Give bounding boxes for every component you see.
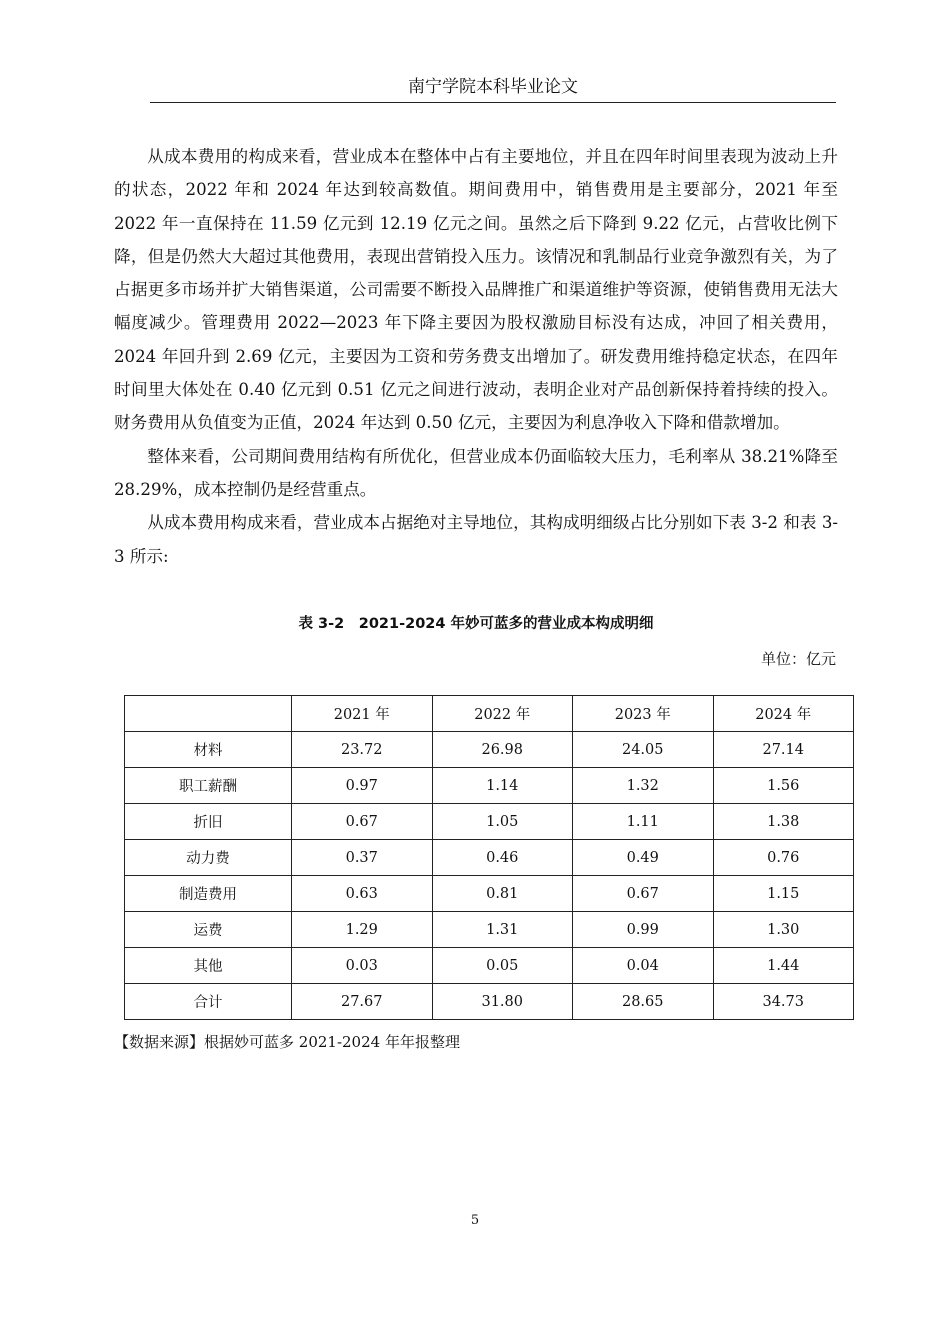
table-cell: 1.31 [432, 912, 573, 948]
table-cell: 24.05 [573, 732, 714, 768]
table-cell: 1.32 [573, 768, 714, 804]
table-cell: 1.05 [432, 804, 573, 840]
table-cell: 1.30 [713, 912, 854, 948]
row-label-cell: 职工薪酬 [125, 768, 292, 804]
table-cell: 0.05 [432, 948, 573, 984]
table-cell: 1.44 [713, 948, 854, 984]
table-cell: 1.56 [713, 768, 854, 804]
row-label-cell: 动力费 [125, 840, 292, 876]
table-cell: 0.46 [432, 840, 573, 876]
table-cell: 0.67 [292, 804, 433, 840]
table-cell: 0.76 [713, 840, 854, 876]
table-cell: 28.65 [573, 984, 714, 1020]
paragraph-2: 整体来看，公司期间费用结构有所优化，但营业成本仍面临较大压力，毛利率从 38.21%降至 28.29%，成本控制仍是经营重点。 [114, 446, 838, 499]
table-cell: 1.11 [573, 804, 714, 840]
table-header-cell: 2021 年 [292, 696, 433, 732]
table-row [125, 732, 854, 768]
table-header-cell: 2022 年 [432, 696, 573, 732]
table-cell: 26.98 [432, 732, 573, 768]
row-label-cell: 材料 [125, 732, 292, 768]
paragraph-1: 从成本费用的构成来看，营业成本在整体中占有主要地位，并且在四年时间里表现为波动上升的状态，2022 年和 2024 年达到较高数值。期间费用中，销售费用是主要部分，2021 年至 2022 年一直保持在 11.59 亿元到 12.19 亿元之间。虽然之后下降到 9.22 亿元，占营收比例下降，但是仍然大大超过其他费用，表现出营销投入压力。该情况和乳制品行业竞争激烈有关，为了占据更多市场并扩大销售渠道，公司需要不断投入品牌推广和渠道维护等资源，使销售费用无法大幅度减少。管理费用 2022—2023 年下降主要因为股权激励目标没有达成，冲回了相关费用，2024 年回升到 2.69 亿元，主要因为工资和劳务费支出增加了。研发费用维持稳定状态，在四年时间里大体处在 0.40 亿元到 0.51 亿元之间进行波动，表明企业对产品创新保持着持续的投入。财务费用从负值变为正值，2024 年达到 0.50 亿元，主要因为利息净收入下降和借款增加。 [114, 147, 838, 433]
table-cell: 0.49 [573, 840, 714, 876]
table-cell: 1.14 [432, 768, 573, 804]
table-cell: 23.72 [292, 732, 433, 768]
table-unit: 单位：亿元 [760, 650, 836, 668]
table-row [125, 804, 854, 840]
table-cell: 1.15 [713, 876, 854, 912]
table-cell: 0.97 [292, 768, 433, 804]
table-cell: 0.67 [573, 876, 714, 912]
table-cell: 1.29 [292, 912, 433, 948]
row-label-cell: 其他 [125, 948, 292, 984]
table-cell: 0.81 [432, 876, 573, 912]
table-header-row [125, 696, 854, 732]
header-title: 南宁学院本科毕业论文 [408, 77, 578, 97]
page-header [150, 74, 836, 103]
table-cell: 27.67 [292, 984, 433, 1020]
table-header-cell: 2023 年 [573, 696, 714, 732]
row-label-cell: 运费 [125, 912, 292, 948]
table-caption: 表 3-2 2021-2024 年妙可蓝多的营业成本构成明细 [298, 616, 654, 632]
paragraph-3: 从成本费用构成来看，营业成本占据绝对主导地位，其构成明细级占比分别如下表 3-2 和表 3-3 所示: [114, 513, 838, 566]
table-cell: 34.73 [713, 984, 854, 1020]
table-cell: 0.37 [292, 840, 433, 876]
table-cell: 0.03 [292, 948, 433, 984]
table-row [125, 876, 854, 912]
table-row [125, 948, 854, 984]
table-source: 【数据来源】根据妙可蓝多 2021-2024 年年报整理 [114, 1033, 460, 1051]
table-cell: 0.99 [573, 912, 714, 948]
table-cell: 0.63 [292, 876, 433, 912]
table-row [125, 768, 854, 804]
table-cell: 31.80 [432, 984, 573, 1020]
table-row [125, 840, 854, 876]
row-label-cell: 合计 [125, 984, 292, 1020]
table-header-cell: 2024 年 [713, 696, 854, 732]
table-cell: 1.38 [713, 804, 854, 840]
body-text [114, 140, 838, 573]
page-number: 5 [470, 1213, 480, 1228]
table-row [125, 912, 854, 948]
table-cell: 0.04 [573, 948, 714, 984]
table-cell: 27.14 [713, 732, 854, 768]
row-label-cell: 制造费用 [125, 876, 292, 912]
row-label-cell: 折旧 [125, 804, 292, 840]
table-header-cell [125, 696, 292, 732]
cost-table [124, 695, 854, 1020]
table-row [125, 984, 854, 1020]
